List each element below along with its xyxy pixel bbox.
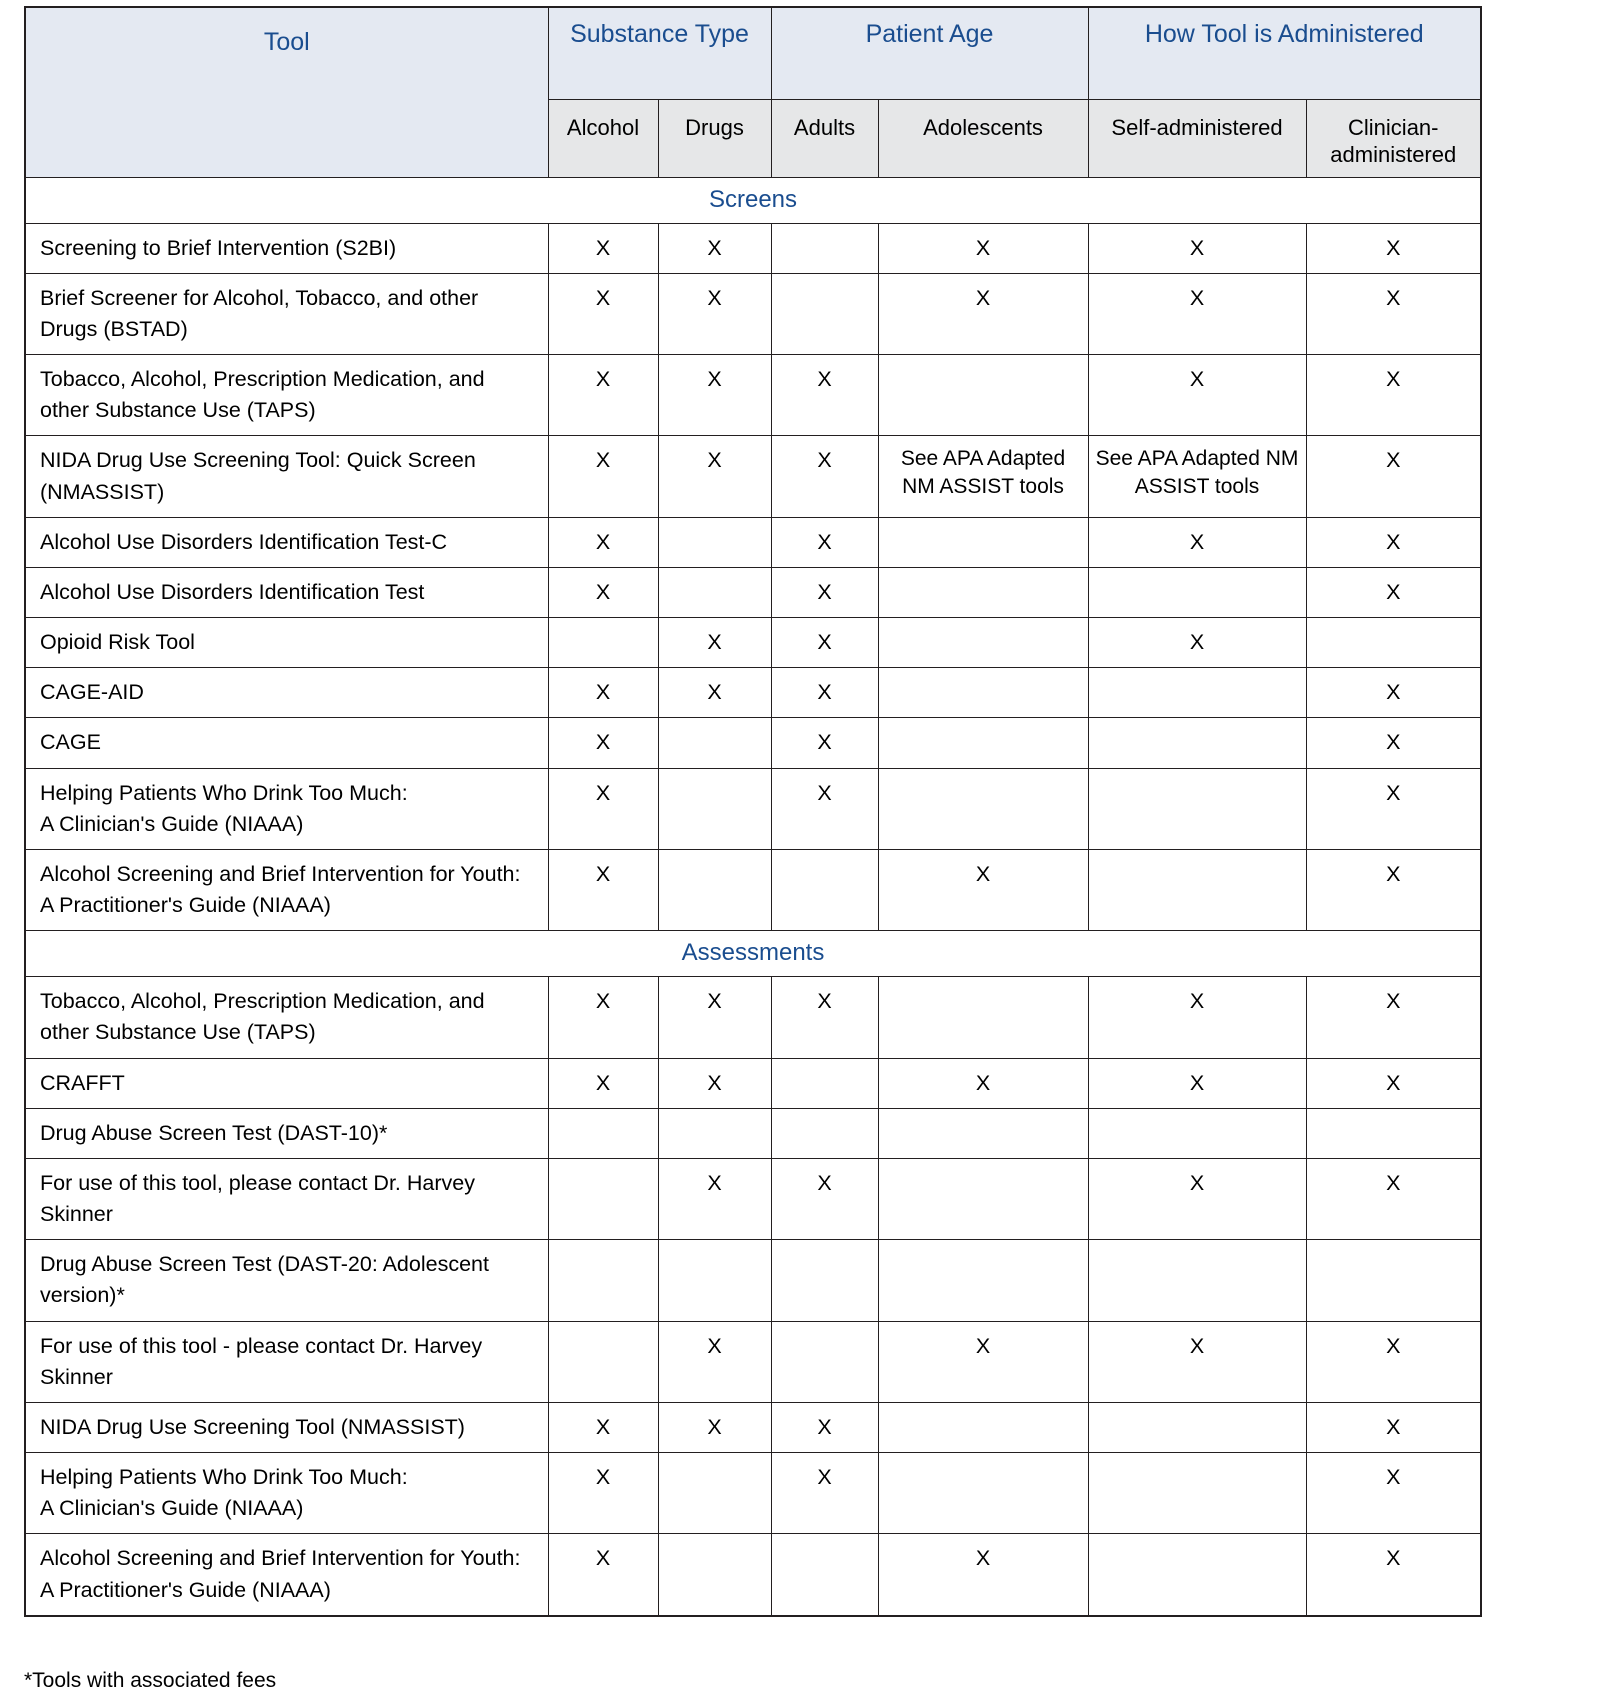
cell-adults: X	[771, 668, 878, 718]
tool-name-cell: Tobacco, Alcohol, Prescription Medication, and other Substance Use (TAPS)	[25, 977, 548, 1058]
table-row	[25, 517, 1481, 567]
cell-alcohol: X	[548, 355, 658, 436]
cell-alcohol: X	[548, 1453, 658, 1534]
table-row	[25, 1158, 1481, 1239]
cell-self-administered	[1088, 1108, 1306, 1158]
cell-adolescents	[878, 718, 1088, 768]
table-row	[25, 849, 1481, 930]
table-header	[25, 7, 1481, 177]
cell-drugs	[658, 1108, 771, 1158]
cell-alcohol: X	[548, 273, 658, 354]
cell-drugs: X	[658, 1158, 771, 1239]
cell-alcohol: X	[548, 436, 658, 517]
tool-name-cell: Alcohol Use Disorders Identification Test-C	[25, 517, 548, 567]
cell-adolescents	[878, 567, 1088, 617]
cell-self-administered: See APA Adapted NM ASSIST tools	[1088, 436, 1306, 517]
cell-clinician-administered: X	[1306, 273, 1481, 354]
cell-adolescents	[878, 355, 1088, 436]
cell-clinician-administered: X	[1306, 977, 1481, 1058]
section-header-row	[25, 177, 1481, 223]
column-header-drugs: Drugs	[658, 99, 771, 177]
cell-clinician-administered: X	[1306, 1058, 1481, 1108]
table-row	[25, 273, 1481, 354]
cell-drugs	[658, 849, 771, 930]
tool-name-cell: Drug Abuse Screen Test (DAST-20: Adolescent version)*	[25, 1240, 548, 1321]
tool-name-cell: Drug Abuse Screen Test (DAST-10)*	[25, 1108, 548, 1158]
cell-drugs	[658, 768, 771, 849]
cell-drugs: X	[658, 1058, 771, 1108]
section-title: Assessments	[25, 931, 1481, 977]
column-header-clinician-administered: Clinician-administered	[1306, 99, 1481, 177]
table-row	[25, 618, 1481, 668]
tool-name-cell: NIDA Drug Use Screening Tool: Quick Screen (NMASSIST)	[25, 436, 548, 517]
cell-drugs	[658, 1240, 771, 1321]
tool-name-cell: Helping Patients Who Drink Too Much: A Clinician's Guide (NIAAA)	[25, 768, 548, 849]
cell-drugs: X	[658, 1402, 771, 1452]
table-row	[25, 1453, 1481, 1534]
table-row	[25, 1321, 1481, 1402]
cell-alcohol	[548, 1158, 658, 1239]
cell-clinician-administered	[1306, 1240, 1481, 1321]
cell-drugs	[658, 718, 771, 768]
cell-adolescents	[878, 1158, 1088, 1239]
screening-tools-matrix	[24, 6, 1482, 1617]
cell-adolescents	[878, 1108, 1088, 1158]
cell-adolescents	[878, 618, 1088, 668]
tool-name-cell: NIDA Drug Use Screening Tool (NMASSIST)	[25, 1402, 548, 1452]
cell-adolescents	[878, 1402, 1088, 1452]
cell-clinician-administered: X	[1306, 1321, 1481, 1402]
table-row	[25, 1534, 1481, 1616]
tool-name-cell: Alcohol Use Disorders Identification Test	[25, 567, 548, 617]
cell-alcohol: X	[548, 1402, 658, 1452]
cell-adolescents	[878, 668, 1088, 718]
table-row	[25, 977, 1481, 1058]
cell-adults: X	[771, 618, 878, 668]
cell-alcohol: X	[548, 1534, 658, 1616]
cell-clinician-administered: X	[1306, 223, 1481, 273]
cell-adults: X	[771, 517, 878, 567]
cell-alcohol	[548, 618, 658, 668]
cell-adults: X	[771, 1158, 878, 1239]
cell-self-administered: X	[1088, 273, 1306, 354]
section-header-row	[25, 931, 1481, 977]
cell-clinician-administered: X	[1306, 567, 1481, 617]
cell-adults: X	[771, 718, 878, 768]
cell-drugs: X	[658, 977, 771, 1058]
cell-clinician-administered: X	[1306, 668, 1481, 718]
cell-self-administered	[1088, 768, 1306, 849]
cell-alcohol	[548, 1240, 658, 1321]
column-header-tool: Tool	[25, 7, 548, 177]
table-row	[25, 567, 1481, 617]
cell-adults	[771, 1058, 878, 1108]
cell-alcohol: X	[548, 567, 658, 617]
cell-adults: X	[771, 977, 878, 1058]
cell-self-administered	[1088, 1534, 1306, 1616]
cell-clinician-administered: X	[1306, 517, 1481, 567]
header-group-row	[25, 7, 1481, 99]
cell-drugs: X	[658, 436, 771, 517]
cell-adults	[771, 273, 878, 354]
cell-clinician-administered: X	[1306, 849, 1481, 930]
cell-adolescents	[878, 517, 1088, 567]
column-header-self-administered: Self-administered	[1088, 99, 1306, 177]
cell-drugs: X	[658, 355, 771, 436]
cell-adolescents: X	[878, 1058, 1088, 1108]
cell-adolescents: See APA Adapted NM ASSIST tools	[878, 436, 1088, 517]
page-root	[0, 6, 1600, 1692]
footnote: *Tools with associated fees	[24, 1668, 277, 1692]
cell-alcohol: X	[548, 517, 658, 567]
cell-alcohol: X	[548, 668, 658, 718]
cell-alcohol	[548, 1108, 658, 1158]
cell-self-administered: X	[1088, 1158, 1306, 1239]
cell-adults	[771, 1240, 878, 1321]
cell-adults	[771, 223, 878, 273]
cell-adolescents	[878, 1453, 1088, 1534]
cell-clinician-administered: X	[1306, 1158, 1481, 1239]
tool-name-cell: Tobacco, Alcohol, Prescription Medication, and other Substance Use (TAPS)	[25, 355, 548, 436]
table-row	[25, 668, 1481, 718]
table-row	[25, 1240, 1481, 1321]
table-row	[25, 1058, 1481, 1108]
cell-adolescents: X	[878, 273, 1088, 354]
cell-self-administered	[1088, 1240, 1306, 1321]
cell-clinician-administered: X	[1306, 718, 1481, 768]
cell-clinician-administered: X	[1306, 1534, 1481, 1616]
cell-adolescents: X	[878, 1534, 1088, 1616]
cell-adolescents	[878, 1240, 1088, 1321]
tool-name-cell: CAGE-AID	[25, 668, 548, 718]
tool-name-cell: Helping Patients Who Drink Too Much: A Clinician's Guide (NIAAA)	[25, 1453, 548, 1534]
column-header-adolescents: Adolescents	[878, 99, 1088, 177]
cell-adults: X	[771, 768, 878, 849]
tool-name-cell: CAGE	[25, 718, 548, 768]
cell-drugs: X	[658, 223, 771, 273]
cell-clinician-administered	[1306, 618, 1481, 668]
section-title: Screens	[25, 177, 1481, 223]
cell-adults	[771, 1321, 878, 1402]
table-row	[25, 355, 1481, 436]
cell-adults: X	[771, 436, 878, 517]
cell-drugs	[658, 1534, 771, 1616]
tool-name-cell: Brief Screener for Alcohol, Tobacco, and other Drugs (BSTAD)	[25, 273, 548, 354]
cell-self-administered: X	[1088, 355, 1306, 436]
cell-adults: X	[771, 567, 878, 617]
tool-name-cell: Alcohol Screening and Brief Intervention for Youth: A Practitioner's Guide (NIAAA)	[25, 849, 548, 930]
cell-drugs: X	[658, 273, 771, 354]
cell-alcohol: X	[548, 718, 658, 768]
cell-self-administered	[1088, 1402, 1306, 1452]
cell-alcohol: X	[548, 1058, 658, 1108]
cell-clinician-administered: X	[1306, 1402, 1481, 1452]
tool-name-cell: Opioid Risk Tool	[25, 618, 548, 668]
cell-adolescents: X	[878, 849, 1088, 930]
cell-adults	[771, 1534, 878, 1616]
cell-self-administered	[1088, 1453, 1306, 1534]
cell-alcohol: X	[548, 223, 658, 273]
cell-adults	[771, 1108, 878, 1158]
table-row	[25, 1108, 1481, 1158]
column-header-alcohol: Alcohol	[548, 99, 658, 177]
cell-clinician-administered: X	[1306, 355, 1481, 436]
cell-self-administered: X	[1088, 517, 1306, 567]
cell-self-administered	[1088, 567, 1306, 617]
cell-adolescents: X	[878, 1321, 1088, 1402]
table-row	[25, 768, 1481, 849]
cell-self-administered: X	[1088, 1058, 1306, 1108]
tool-name-cell: Alcohol Screening and Brief Intervention for Youth: A Practitioner's Guide (NIAAA)	[25, 1534, 548, 1616]
tool-name-cell: For use of this tool, please contact Dr. Harvey Skinner	[25, 1158, 548, 1239]
cell-drugs	[658, 1453, 771, 1534]
cell-drugs	[658, 567, 771, 617]
cell-alcohol: X	[548, 768, 658, 849]
cell-self-administered	[1088, 668, 1306, 718]
cell-self-administered: X	[1088, 223, 1306, 273]
cell-adults: X	[771, 1453, 878, 1534]
cell-self-administered	[1088, 849, 1306, 930]
column-header-adults: Adults	[771, 99, 878, 177]
table-row	[25, 1402, 1481, 1452]
cell-self-administered: X	[1088, 618, 1306, 668]
cell-clinician-administered: X	[1306, 1453, 1481, 1534]
cell-adolescents	[878, 977, 1088, 1058]
cell-adults: X	[771, 355, 878, 436]
cell-drugs	[658, 517, 771, 567]
cell-adults	[771, 849, 878, 930]
cell-self-administered: X	[1088, 977, 1306, 1058]
cell-adolescents: X	[878, 223, 1088, 273]
cell-alcohol	[548, 1321, 658, 1402]
tool-name-cell: CRAFFT	[25, 1058, 548, 1108]
tool-name-cell: For use of this tool - please contact Dr. Harvey Skinner	[25, 1321, 548, 1402]
cell-clinician-administered	[1306, 1108, 1481, 1158]
cell-adolescents	[878, 768, 1088, 849]
table-row	[25, 718, 1481, 768]
cell-drugs: X	[658, 1321, 771, 1402]
table-body	[25, 177, 1481, 1616]
cell-self-administered	[1088, 718, 1306, 768]
cell-drugs: X	[658, 618, 771, 668]
cell-adults: X	[771, 1402, 878, 1452]
tool-name-cell: Screening to Brief Intervention (S2BI)	[25, 223, 548, 273]
cell-clinician-administered: X	[1306, 768, 1481, 849]
column-group-patient-age: Patient Age	[771, 7, 1088, 99]
column-group-administration: How Tool is Administered	[1088, 7, 1481, 99]
cell-alcohol: X	[548, 849, 658, 930]
cell-clinician-administered: X	[1306, 436, 1481, 517]
table-row	[25, 436, 1481, 517]
column-group-substance-type: Substance Type	[548, 7, 771, 99]
cell-drugs: X	[658, 668, 771, 718]
cell-self-administered: X	[1088, 1321, 1306, 1402]
table-row	[25, 223, 1481, 273]
cell-alcohol: X	[548, 977, 658, 1058]
